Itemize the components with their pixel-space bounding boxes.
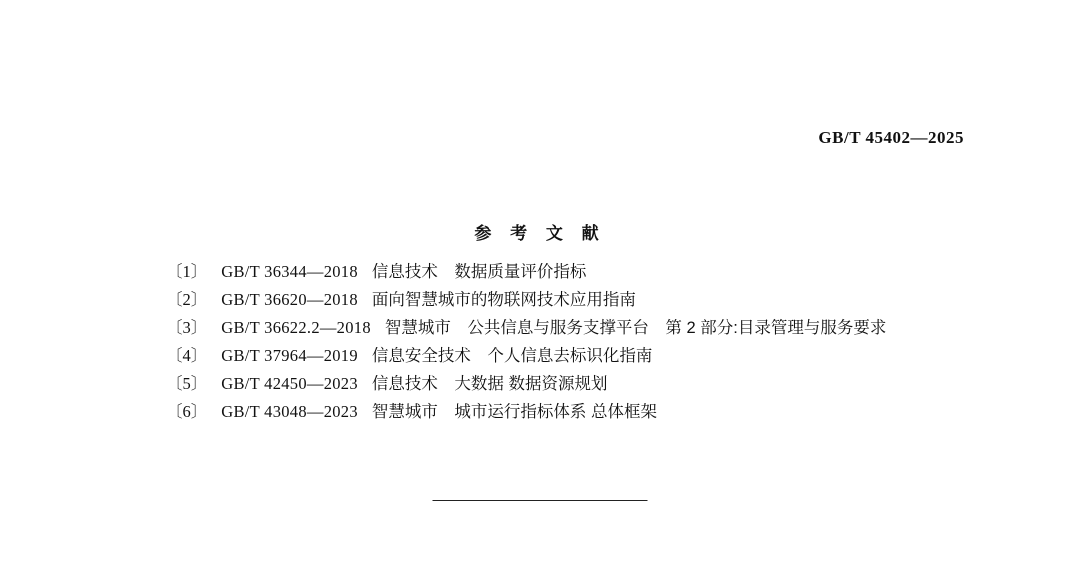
reference-standard: GB/T 36344—2018 <box>221 262 358 281</box>
reference-list <box>116 258 976 426</box>
reference-standard: GB/T 43048—2023 <box>221 402 358 421</box>
reference-title: 智慧城市 公共信息与服务支撑平台 第 2 部分:目录管理与服务要求 <box>384 319 887 337</box>
list-item <box>116 314 976 342</box>
reference-marker: 〔2〕 <box>166 290 208 309</box>
section-title: 参 考 文 献 <box>474 224 606 243</box>
reference-standard: GB/T 42450—2023 <box>221 374 358 393</box>
reference-title: 信息技术 大数据 数据资源规划 <box>371 375 608 393</box>
list-item <box>116 342 976 370</box>
reference-marker: 〔4〕 <box>166 346 208 365</box>
list-item <box>116 398 976 426</box>
reference-title: 信息安全技术 个人信息去标识化指南 <box>371 347 653 365</box>
reference-standard: GB/T 36620—2018 <box>221 290 358 309</box>
reference-title: 信息技术 数据质量评价指标 <box>371 263 587 281</box>
reference-marker: 〔5〕 <box>166 374 208 393</box>
reference-marker: 〔6〕 <box>166 402 208 421</box>
list-item <box>116 286 976 314</box>
reference-marker: 〔3〕 <box>166 318 208 337</box>
list-item <box>116 370 976 398</box>
reference-standard: GB/T 36622.2—2018 <box>221 318 371 337</box>
reference-title: 面向智慧城市的物联网技术应用指南 <box>371 291 636 309</box>
page-end-rule <box>433 500 648 501</box>
reference-standard: GB/T 37964—2019 <box>221 346 358 365</box>
reference-title: 智慧城市 城市运行指标体系 总体框架 <box>371 403 658 421</box>
standard-code-header: GB/T 45402—2025 <box>818 128 964 147</box>
list-item <box>116 258 976 286</box>
reference-marker: 〔1〕 <box>166 262 208 281</box>
